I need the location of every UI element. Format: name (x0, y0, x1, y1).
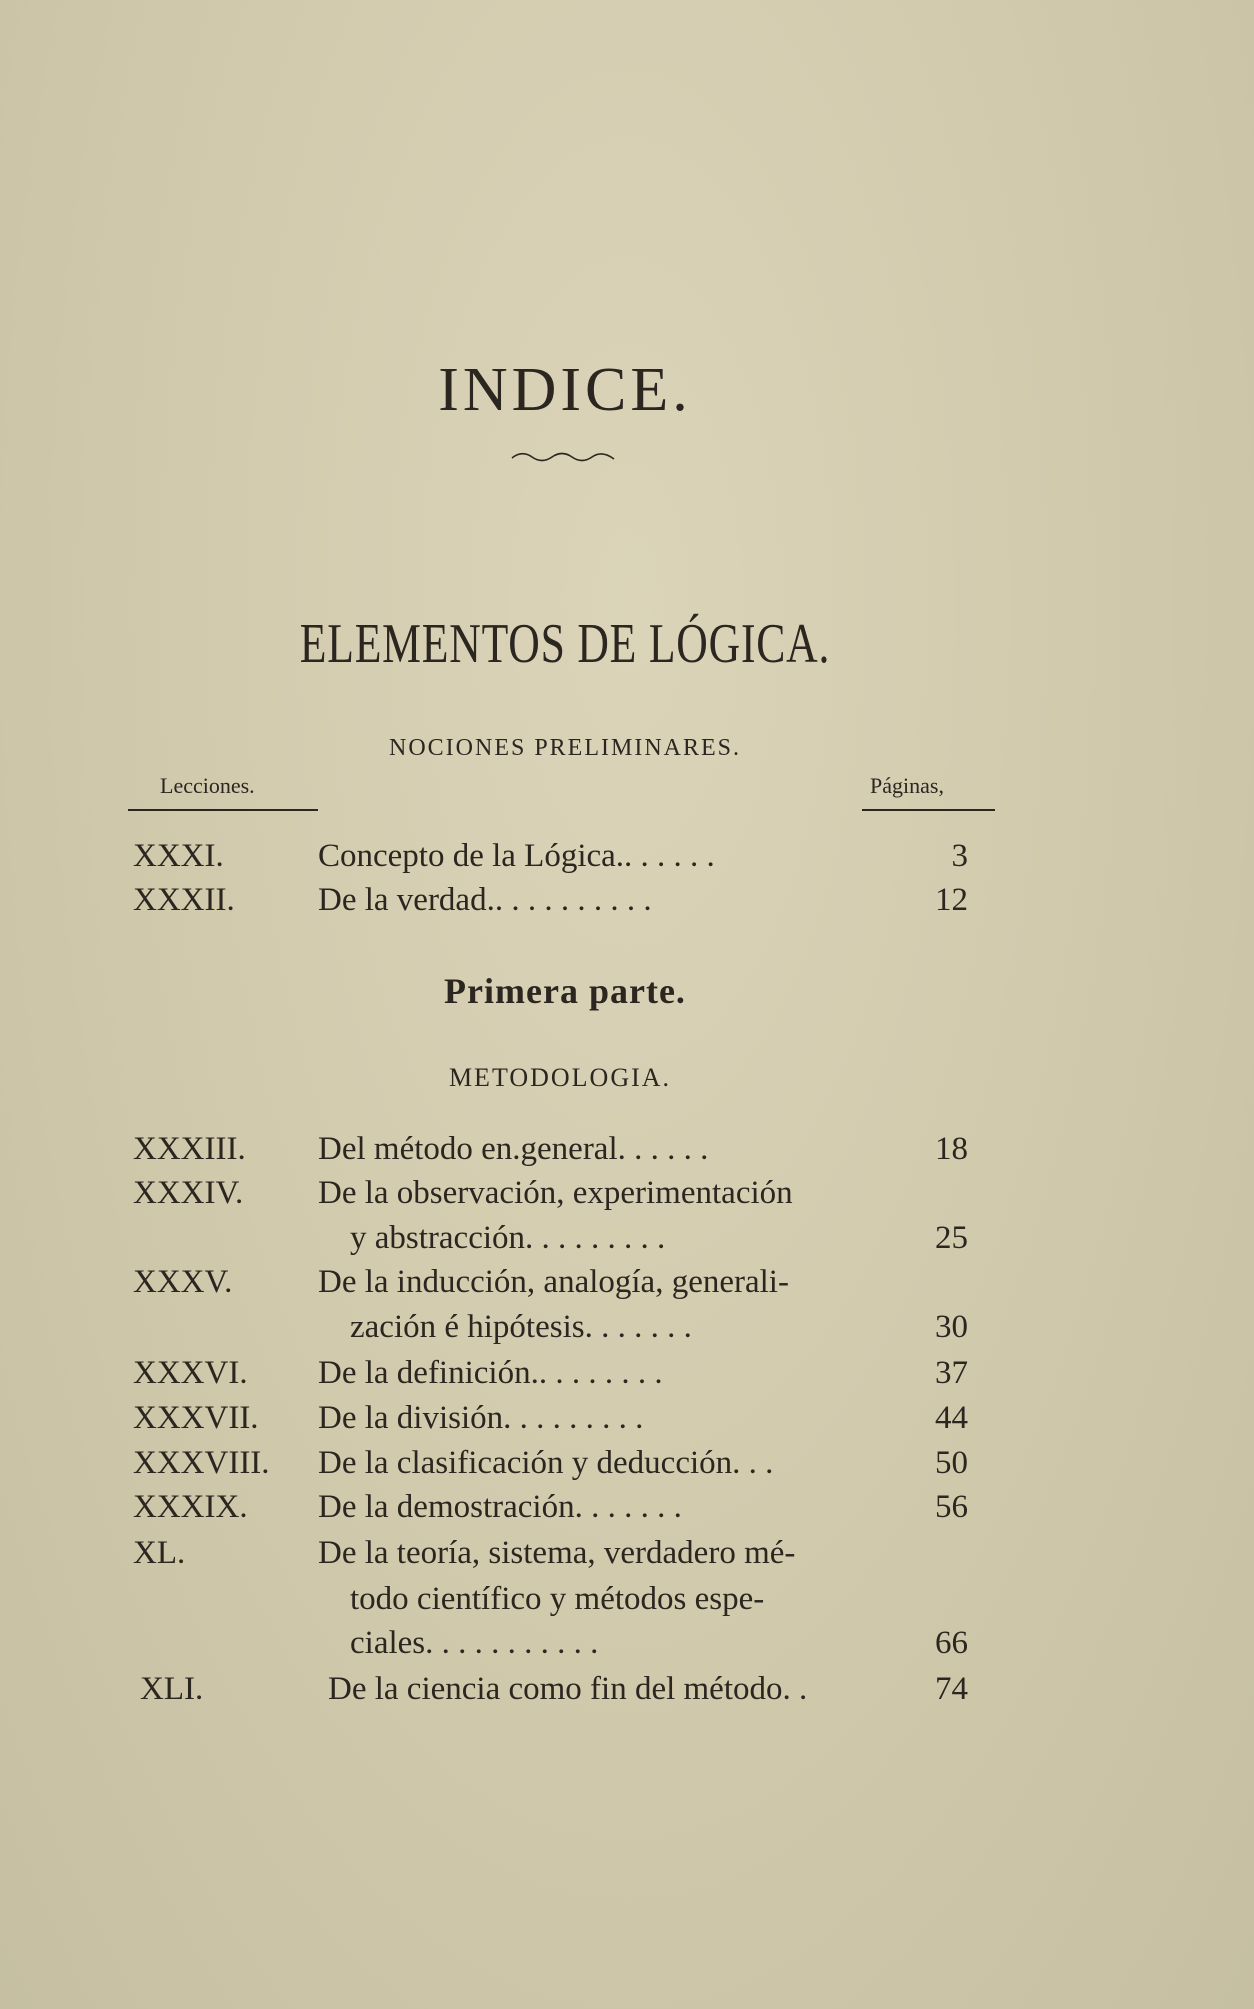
page-number: 44 (935, 1400, 968, 1436)
lesson-number: XLI. (140, 1671, 204, 1707)
toc-row (0, 1489, 1254, 1533)
lessons-underline (128, 809, 318, 811)
lesson-number: XXXIV. (133, 1175, 244, 1211)
lesson-title: ciales. . . . . . . . . . . (350, 1625, 599, 1661)
toc-row (0, 1535, 1254, 1579)
book-subtitle: ELEMENTOS DE LÓGICA. (299, 613, 831, 675)
lesson-number: XXXVIII. (133, 1445, 270, 1481)
page-number: 74 (935, 1671, 968, 1707)
lesson-number: XXXV. (133, 1264, 233, 1300)
lesson-number: XXXVI. (133, 1355, 248, 1391)
lesson-title: De la definición.. . . . . . . . (318, 1355, 663, 1391)
page-title: INDICE. (438, 356, 692, 424)
lesson-title: De la inducción, analogía, generali- (318, 1264, 789, 1300)
part-heading: Primera parte. (444, 971, 686, 1011)
toc-row (0, 882, 1254, 926)
page-number: 66 (935, 1625, 968, 1661)
lesson-number: XXXI. (133, 838, 224, 874)
page-number: 50 (935, 1445, 968, 1481)
lesson-title: De la clasificación y deducción. . . (318, 1445, 774, 1481)
toc-row (0, 838, 1254, 882)
page-number: 18 (935, 1131, 968, 1167)
lesson-title: Concepto de la Lógica.. . . . . . (318, 838, 715, 874)
lesson-title: todo científico y métodos espe- (350, 1581, 765, 1617)
lesson-number: XXXVII. (133, 1400, 259, 1436)
lesson-title: De la verdad.. . . . . . . . . . (318, 882, 652, 918)
toc-row (0, 1400, 1254, 1444)
page-number: 25 (935, 1220, 968, 1256)
toc-row (0, 1264, 1254, 1308)
section-heading-nociones: NOCIONES PRELIMINARES. (388, 735, 741, 761)
column-header-lessons: Lecciones. (160, 773, 255, 798)
page-number: 3 (951, 838, 968, 874)
squiggle-ornament-icon (510, 448, 620, 464)
lesson-number: XXXIII. (133, 1131, 246, 1167)
toc-row-continuation (0, 1625, 1254, 1669)
lesson-title: Del método en.general. . . . . . (318, 1131, 709, 1167)
toc-row-continuation (0, 1220, 1254, 1264)
lesson-number: XXXII. (133, 882, 235, 918)
lesson-title: De la observación, experimentación (318, 1175, 793, 1211)
toc-row (0, 1671, 1254, 1715)
page-number: 37 (935, 1355, 968, 1391)
toc-row-continuation (0, 1581, 1254, 1625)
toc-row (0, 1131, 1254, 1175)
lesson-title: De la demostración. . . . . . . (318, 1489, 682, 1525)
lesson-title: De la teoría, sistema, verdadero mé- (318, 1535, 796, 1571)
lesson-title: y abstracción. . . . . . . . . (350, 1220, 666, 1256)
lesson-title: De la ciencia como fin del método. . (328, 1671, 808, 1707)
pages-underline (862, 809, 995, 811)
page-number: 12 (935, 882, 968, 918)
lesson-title: De la división. . . . . . . . . (318, 1400, 644, 1436)
lesson-number: XXXIX. (133, 1489, 248, 1525)
page-number: 56 (935, 1489, 968, 1525)
column-header-pages: Páginas, (870, 773, 944, 798)
lesson-title: zación é hipótesis. . . . . . . (350, 1309, 692, 1345)
toc-row (0, 1175, 1254, 1219)
toc-row-continuation (0, 1309, 1254, 1353)
section-heading-metodologia: METODOLOGIA. (448, 1063, 672, 1092)
page-number: 30 (935, 1309, 968, 1345)
toc-row (0, 1355, 1254, 1399)
lesson-number: XL. (133, 1535, 186, 1571)
toc-row (0, 1445, 1254, 1489)
